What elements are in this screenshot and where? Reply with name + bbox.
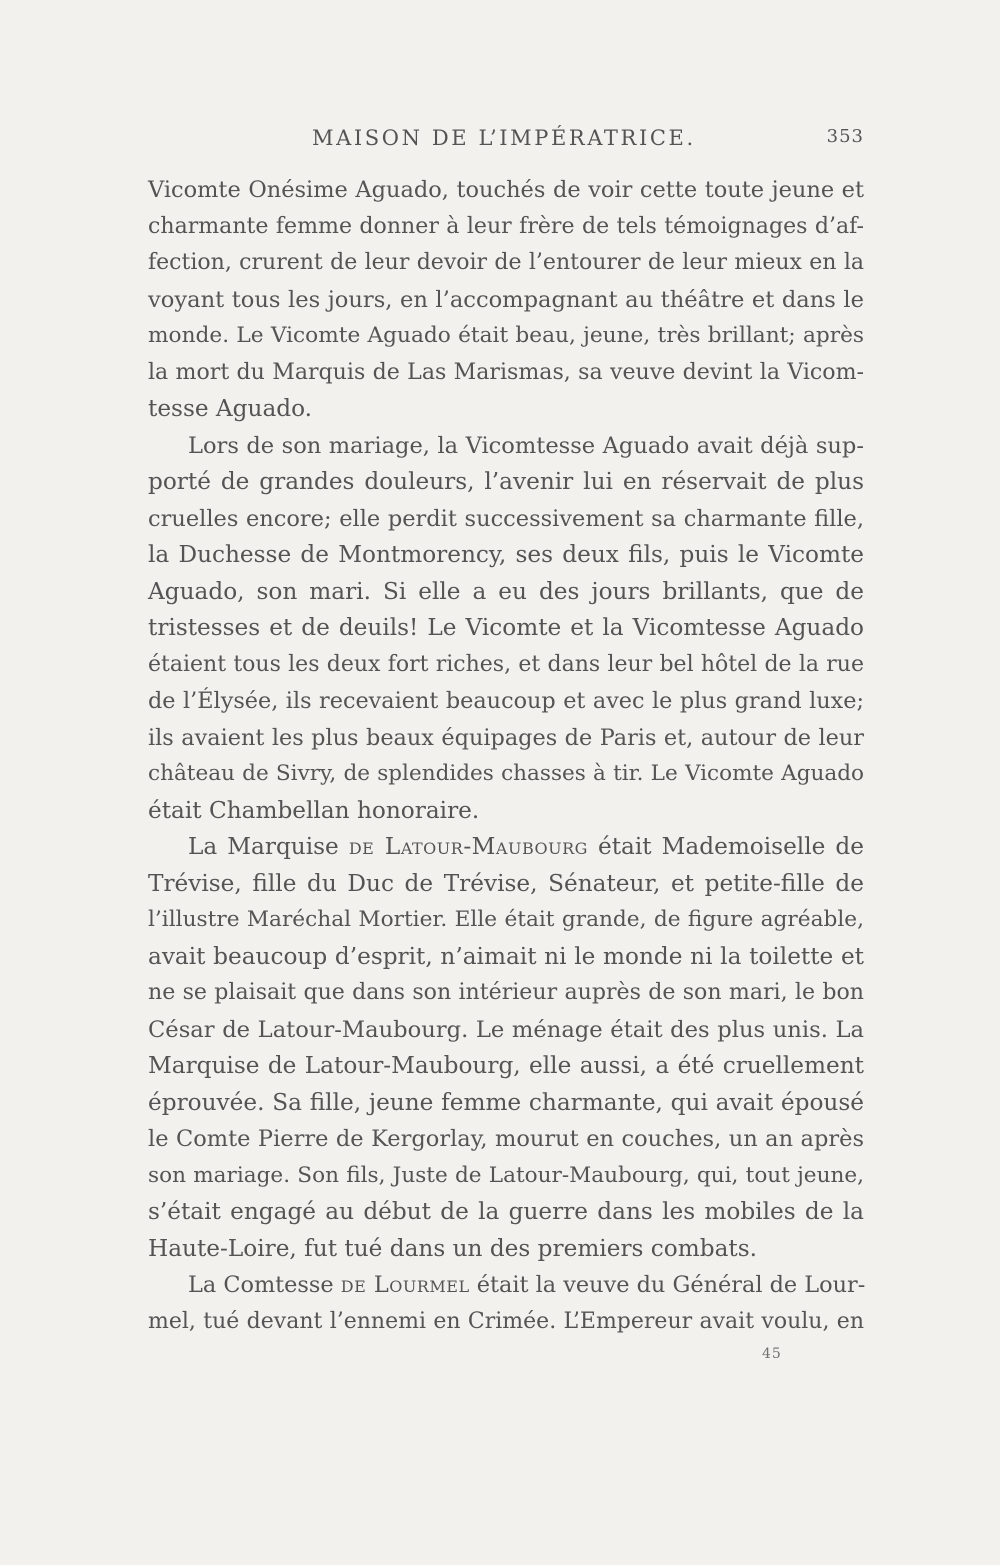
line-text: était Mademoiselle de: [587, 833, 864, 860]
text-line: son mariage. Son fils, Juste de Latour-Maubourg, qui, tout jeune,: [148, 1162, 864, 1188]
line-text: La Comtesse: [188, 1272, 341, 1298]
page-number: 353: [826, 126, 864, 147]
text-line: Aguado, son mari. Si elle a eu des jours brillants, que de: [148, 577, 864, 605]
text-line: ils avaient les plus beaux équipages de Paris et, autour de leur: [148, 724, 864, 751]
text-line: étaient tous les deux fort riches, et dans leur bel hôtel de la rue: [148, 651, 864, 677]
running-title: MAISON DE L’IMPÉRATRICE.: [312, 126, 696, 150]
text-line: voyant tous les jours, en l’accompagnant au théâtre et dans le: [148, 286, 864, 313]
page-header: [148, 126, 864, 156]
text-line: tesse Aguado.: [148, 395, 313, 422]
text-line: tristesses et de deuils! Le Vicomte et la Vicomtesse Aguado: [148, 614, 864, 641]
body-text: [148, 172, 864, 1340]
text-line: le Comte Pierre de Kergorlay, mourut en couches, un an après: [148, 1126, 864, 1152]
text-line: s’était engagé au début de la guerre dans les mobiles de la: [148, 1198, 864, 1225]
text-line: monde. Le Vicomte Aguado était beau, jeune, très brillant; après: [148, 323, 864, 348]
text-line: l’illustre Maréchal Mortier. Elle était grande, de figure agréable,: [148, 907, 864, 932]
text-line: cruelles encore; elle perdit successivement sa charmante fille,: [148, 505, 864, 532]
text-line: Trévise, fille du Duc de Trévise, Sénateur, et petite-fille de: [148, 869, 864, 897]
text-line: la mort du Marquis de Las Marismas, sa veuve devint la Vicom-: [148, 359, 864, 385]
text-line: porté de grandes douleurs, l’avenir lui en réservait de plus: [148, 468, 864, 495]
text-line: fection, crurent de leur devoir de l’entourer de leur mieux en la: [148, 250, 864, 275]
text-line: la Duchesse de Montmorency, ses deux fils, puis le Vicomte: [148, 541, 864, 568]
text-line: Lors de son mariage, la Vicomtesse Aguado avait déjà sup-: [188, 432, 864, 459]
text-line: César de Latour-Maubourg. Le ménage était des plus unis. La: [148, 1016, 864, 1043]
text-line: Vicomte Onésime Aguado, touchés de voir cette toute jeune et: [148, 177, 864, 203]
text-line: charmante femme donner à leur frère de tels témoignages d’af-: [148, 213, 864, 239]
text-line: mel, tué devant l’ennemi en Crimée. L’Empereur avait voulu, en: [148, 1308, 864, 1334]
text-line: ne se plaisait que dans son intérieur auprès de son mari, le bon: [148, 980, 864, 1005]
small-caps-name: de Lourmel: [340, 1272, 470, 1298]
small-caps-name: de Latour-Maubourg: [348, 833, 588, 860]
text-line: Marquise de Latour-Maubourg, elle aussi, a été cruellement: [148, 1052, 864, 1079]
text-line: de l’Élysée, ils recevaient beaucoup et avec le plus grand luxe;: [148, 688, 864, 714]
line-text: La Marquise: [188, 833, 349, 860]
text-line: Haute-Loire, fut tué dans un des premiers combats.: [148, 1234, 757, 1262]
text-line: était Chambellan honoraire.: [148, 796, 480, 824]
text-line: [148, 1267, 864, 1304]
text-line: [148, 829, 864, 866]
printer-signature-mark: 45: [762, 1346, 782, 1362]
text-line: château de Sivry, de splendides chasses à tir. Le Vicomte Aguado: [148, 761, 864, 786]
line-text: était la veuve du Général de Lour-: [469, 1272, 866, 1298]
text-line: éprouvée. Sa fille, jeune femme charmante, qui avait épousé: [148, 1088, 864, 1116]
text-line: avait beaucoup d’esprit, n’aimait ni le monde ni la toilette et: [148, 942, 864, 970]
